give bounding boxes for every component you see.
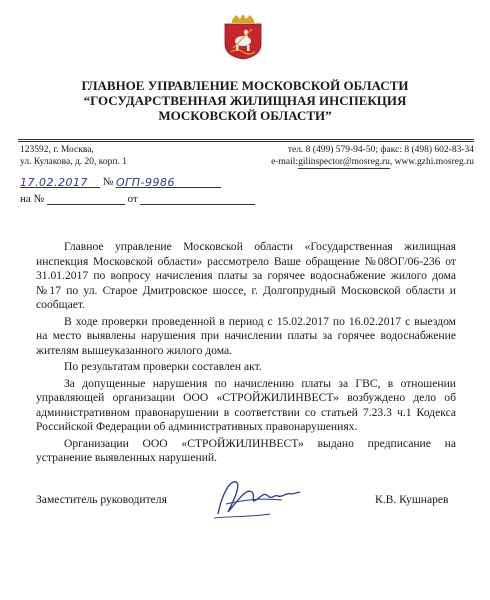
- email-prefix: e-mail:: [271, 157, 299, 167]
- org-heading-line3: МОСКОВСКОЙ ОБЛАСТИ”: [158, 108, 332, 123]
- website: , www.gzhi.mosreg.ru: [389, 157, 474, 167]
- header-divider-thin: [18, 141, 474, 142]
- body-paragraph-4: За допущенные нарушения по начислению платы за ГВС, в отношении управляющей организации ООО «СТРОЙЖИЛИНВЕСТ» возбуждено дело об административном правонарушении в соответствии со статьей 7.23.3 ч.1 Кодекса Российской Федерации об административных правонарушениях.: [36, 376, 456, 433]
- handwritten-date: 17.02.2017: [20, 176, 88, 189]
- incoming-reference: [20, 193, 255, 205]
- reference-date-field: [140, 193, 255, 205]
- body-paragraph-1: Главное управление Московской области «Государственная жилищная инспекция Московской области» рассмотрело Ваше обращение №08ОГ/06-236 от 31.01.2017 по вопросу начисления платы за горячее водоснабжение жилого дома №17 по ул. Старое Дмитровское шоссе, г. Долгопрудный Московской области и сообщает.: [36, 240, 456, 311]
- number-field: [116, 176, 221, 188]
- body-paragraph-3: По результатам проверки составлен акт.: [64, 360, 262, 373]
- org-heading-line2: “ГОСУДАРСТВЕННАЯ ЖИЛИЩНАЯ ИНСПЕКЦИЯ: [83, 93, 407, 108]
- address-line1: 123592, г. Москва,: [20, 145, 94, 155]
- number-label: №: [102, 176, 114, 188]
- letter-body: [36, 240, 456, 468]
- address-line2: ул. Кулакова, д. 20, корп. 1: [20, 157, 127, 167]
- contacts: [194, 144, 474, 169]
- org-heading-line1: ГЛАВНОЕ УПРАВЛЕНИЕ МОСКОВСКОЙ ОБЛАСТИ: [81, 78, 409, 93]
- handwritten-number: ОГП-9986: [116, 176, 176, 189]
- email-address[interactable]: gilinspector@mosreg.ru: [298, 157, 390, 167]
- outgoing-registration: [20, 176, 221, 188]
- org-heading: [60, 78, 430, 123]
- reference-number-field: [47, 193, 125, 205]
- signatory-position: Заместитель руководителя: [36, 493, 167, 506]
- body-paragraph-5: Организации ООО «СТРОЙЖИЛИНВЕСТ» выдано предписание на устранение выявленных нарушений.: [36, 436, 456, 464]
- postal-address: [20, 144, 220, 168]
- coat-of-arms-icon: [223, 14, 263, 60]
- signatory-name: К.В. Кушнарев: [375, 493, 449, 506]
- from-label: от: [127, 193, 138, 205]
- reference-label: на №: [20, 193, 45, 205]
- header-divider: [18, 139, 474, 140]
- body-paragraph-2: В ходе проверки проведенной в период с 15.02.2017 по 16.02.2017 с выездом на место выявлены нарушения при начислении платы за горячее водоснабжение жителям вышеуказанного жилого дома.: [36, 314, 456, 357]
- date-field: [20, 176, 100, 188]
- phone-fax: тел. 8 (499) 579-94-50; факс: 8 (498) 602-83-34: [287, 145, 474, 155]
- email-line: [194, 156, 474, 169]
- handwritten-signature: [212, 474, 307, 522]
